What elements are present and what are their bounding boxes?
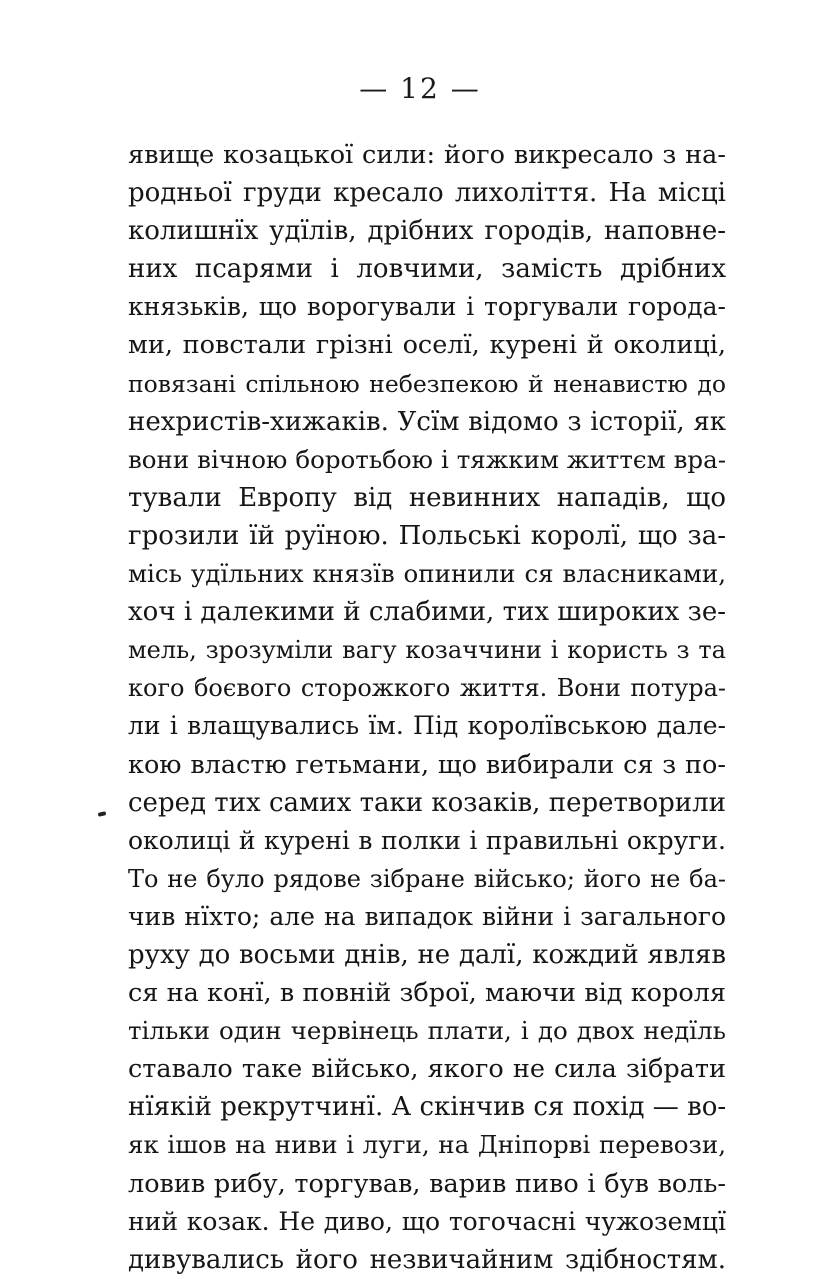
text-line: околиці й курені в полки і правильні округи. [128, 825, 726, 855]
text-line: родньої груди кресало лихоліття. На місці [128, 178, 726, 209]
text-line: них псарями і ловчими, замість дрібних [128, 254, 726, 285]
text-line: То не було рядове зібране військо; його не ба- [128, 864, 726, 893]
text-line: ний козак. Не диво, що тогочасні чужоземцї [128, 1206, 726, 1236]
text-line: руху до восьми днів, не далї, кождий являв [128, 939, 726, 970]
margin-mark [98, 811, 107, 817]
text-line: ми, повстали грізні оселї, курені й околиці, [128, 330, 726, 361]
text-line: явище козацької сили: його викресало з на- [128, 140, 726, 170]
text-line: вони вічною боротьбою і тяжким життєм вра- [128, 444, 726, 474]
text-line: ли і влащувались їм. Під королївською дале- [128, 711, 726, 741]
text-line: тували Европу від невинних нападів, що [128, 482, 726, 513]
text-line: ловив рибу, торгував, варив пиво і був воль- [128, 1168, 726, 1199]
text-line: чив нїхто; але на випадок війни і загального [128, 901, 726, 931]
text-line: мель, зрозуміли вагу козаччини і користь з та [128, 636, 726, 665]
text-line: тільки один червінець плати, і до двох недїль [128, 1016, 726, 1046]
text-line: як ішов на ниви і луги, на Дніпорві перевози, [128, 1130, 726, 1160]
text-line: місь удїльних князїв опинили ся власниками, [128, 559, 726, 589]
text-line: князьків, що ворогували і торгували города- [128, 292, 726, 322]
text-line: ся на конї, в повній зброї, маючи від короля [128, 978, 726, 1009]
text-line: кою властю гетьмани, що вибирали ся з по- [128, 749, 726, 780]
body-text [128, 136, 726, 1279]
text-line: кого боєвого сторожкого життя. Вони потура- [128, 674, 726, 703]
page-number: — 12 — [359, 72, 481, 105]
text-line: повязані спільною небезпекою й ненавистю до [128, 369, 726, 398]
text-line: нехристів-хижаків. Усїм відомо з історії, як [128, 406, 726, 437]
text-line: нїякій рекрутчинї. А скінчив ся похід — во- [128, 1092, 726, 1123]
text-line: колишнїх удїлів, дрібних городів, наповне- [128, 216, 726, 247]
text-line: ставало таке військо, якого не сила зібрати [128, 1054, 726, 1085]
text-line: хоч і далекими й слабими, тих широких зе- [128, 597, 726, 628]
text-line: дивувались його незвичайним здібностям. [128, 1244, 726, 1275]
text-line: грозили їй руїною. Польські королї, що за- [128, 520, 726, 551]
text-line: серед тих самих таки козаків, перетворили [128, 787, 726, 818]
